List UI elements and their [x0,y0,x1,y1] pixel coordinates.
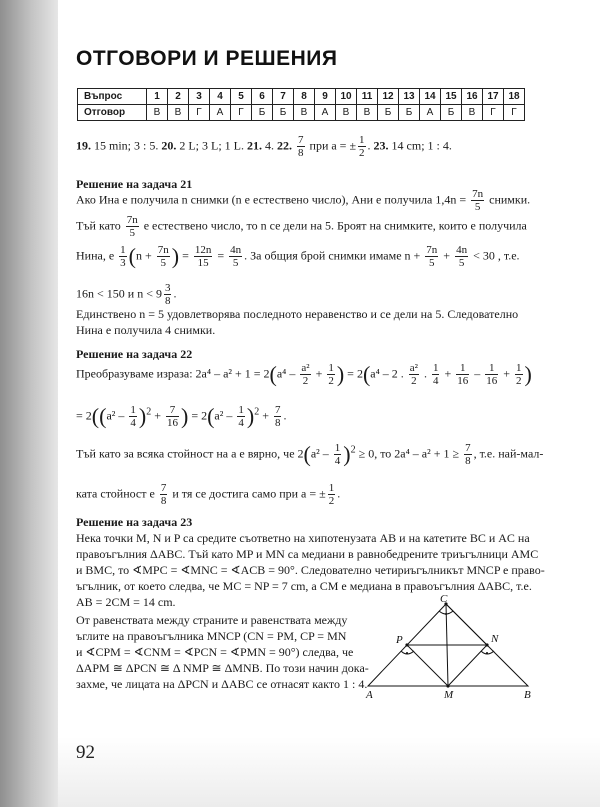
answer-cell: В [168,105,189,121]
answer-cell: А [315,105,336,121]
text: a² – [310,446,329,461]
fraction: $\frac{3}{8}$ [164,282,171,307]
sol23-line2: правоъгълния ΔABC. Тъй като MP и MN са медиани в равнобедрените триъгълници AMC [76,547,539,561]
angle-dot [445,613,447,615]
question-cell: 13 [399,89,420,105]
sol22-heading: Решение на задача 22 [76,347,193,361]
sol21-line6: Нина е получила 4 снимки. [76,323,216,337]
sol23-line3: и BMC, то ∢MPC = ∢MNC = ∢ACB = 90°. Следователно четириъгълникът MNCP е право- [76,563,545,577]
fraction: $\frac{4n}{5}$ [230,244,242,269]
sol23-line6: От равенствата между страните и равенствата между [76,613,348,627]
question-cell: 2 [168,89,189,105]
text: = 2 [347,366,363,381]
angle-dot [486,652,488,654]
answer-cell: Б [441,105,462,121]
text: + [315,366,323,381]
question-cell: 14 [420,89,441,105]
page-side-band [0,0,58,807]
text: = 2 [191,408,208,423]
point-n [485,643,488,646]
question-cell: 18 [504,89,525,105]
question-cell: 4 [210,89,231,105]
text: . [423,366,427,381]
sol21-line2 [76,214,527,239]
answer-number: 22. [277,138,293,153]
text: + [503,366,511,381]
text: Ако Ина е получила n снимки (n е естествено число), Ани е получила 1,4n = [76,192,467,207]
question-cell: 17 [483,89,504,105]
sol23-line9: ΔAPM ≅ ΔPCN ≅ Δ NMP ≅ ΔMNB. По този начин дока- [76,661,369,675]
sol21-line5: Единствено n = 5 удовлетворява последното неравенство и се дели на 5. Следователно [76,307,519,321]
text: ≥ 0, то 2a⁴ – a² + 1 ≥ [358,446,460,461]
question-cell: 16 [462,89,483,105]
question-cell: 6 [252,89,273,105]
text: , т.е. най-мал- [473,446,544,461]
answer-table [77,88,525,121]
answer-cell: Б [273,105,294,121]
text: n + [136,248,152,263]
fraction: $\frac{\text{a²}}{2}$ [409,362,418,387]
question-cell: 8 [294,89,315,105]
question-cell: 15 [441,89,462,105]
fraction: $\frac{7}{8}$ [274,404,281,429]
text: . [337,486,341,501]
answer-cell: Г [189,105,210,121]
fraction: $\frac{7n}{5}$ [472,188,484,213]
fraction: $\frac{\text{a²}}{2}$ [301,362,310,387]
label-n: N [491,633,499,645]
answer-cell: В [357,105,378,121]
answer-cell: Б [399,105,420,121]
text: Преобразуваме израза: 2a⁴ – a² + 1 = 2 [76,366,270,381]
sol23-line5: AB = 2CM = 14 cm. [76,595,176,609]
label-m: M [444,689,454,700]
answer-text: при a = ± [309,138,357,153]
exponent: 2 [146,406,152,418]
short-answers-line [76,134,452,159]
question-cell: 3 [189,89,210,105]
text: . За общия брой снимки имаме n + [244,248,421,263]
answer-number: 23. [373,138,389,153]
text: a⁴ – 2 . [370,366,404,381]
answer-number: 19. [76,138,91,153]
text: a² – [214,408,233,423]
sol23-heading: Решение на задача 23 [76,515,193,529]
text: + [444,366,452,381]
fraction: $\frac{1}{2}$ [516,362,522,387]
answer-cell: Г [504,105,525,121]
answer-row-header: Отговор [78,105,147,121]
fraction: $\frac{1}{2}$ [328,362,334,387]
label-a: A [366,689,373,700]
label-b: B [524,689,531,700]
exponent: 2 [350,444,356,456]
triangle-figure [358,592,538,700]
answer-text: 14 cm; 1 : 4. [391,138,452,153]
fraction: $\frac{1}{16}$ [457,362,469,387]
answer-cell: В [294,105,315,121]
text: Тъй като за всяка стойност на a е вярно, че 2 [76,446,304,461]
answer-cell: А [420,105,441,121]
text: = [182,248,189,263]
text: ката стойност е [76,486,155,501]
text: . [283,408,287,423]
fraction: $\frac{1}{3}$ [120,244,126,269]
fraction: $\frac{1}{4}$ [334,442,341,467]
sol22-line2: = 2((a² – $\frac{1}{4}$ )$^2$ + $\frac{7}{16}$ ) = 2(a² – $\frac{1}{4}$ )$^2$ + $\frac{7}{8}$ . [76,403,287,429]
text: Тъй като [76,218,121,233]
answer-text: 2 L; 3 L; 1 L. [179,138,245,153]
fraction: $\frac{7}{8}$ [465,442,471,467]
point-p [405,643,408,646]
sol22-line1: Преобразуваме израза: 2a⁴ – a² + 1 = 2(a⁴ – $\frac{\text{a²}}{2}$ + $\frac{1}{2}$ ) = 2(a⁴ – 2 . $\frac{\text{a²}}{2}$ . $\frac{1}{4}$ + $\frac{1}{16}$ – $\frac{1}{16}$ + $\frac{1}{2}$ ) [76,361,532,387]
fraction: $\frac{12n}{15}$ [194,244,212,269]
label-p: P [396,634,403,646]
answer-text: . [367,138,371,153]
question-cell: 7 [273,89,294,105]
sol23-line4: ъгълник, от което следва, че MC = NP = 7 cm, а CM е медиана в правоъгълния ΔABC, т.е. [76,579,532,593]
sol23-line7: ъглите на правоъгълника MNCP (CN = PM, CP = MN [76,629,347,643]
fraction: $\frac{7}{16}$ [166,404,178,429]
text: < 30 , т.е. [473,248,520,263]
text: е естествено число, то n се дели на 5. Броят на снимките, които е получила [143,218,527,233]
text: и тя се достига само при a = ± [172,486,326,501]
sol22-line3: Тъй като за всяка стойност на a е вярно, че 2(a² – $\frac{1}{4}$ )$^2$ ≥ 0, то 2a⁴ – a² + 1 ≥ $\frac{7}{8}$ , т.е. най-мал- [76,441,544,467]
text: a² – [106,408,125,423]
answer-cell: Б [378,105,399,121]
fraction: $\frac{1}{16}$ [486,362,498,387]
fraction: $\frac{7n}{5}$ [157,244,169,269]
question-cell: 1 [147,89,168,105]
fraction: $\frac{7}{8}$ [160,482,167,507]
text: снимки. [489,192,531,207]
fraction: $\frac{4n}{5}$ [456,244,468,269]
question-cell: 12 [378,89,399,105]
answer-cell: А [210,105,231,121]
fraction: $\frac{1}{2}$ [359,134,365,159]
angle-dot [406,652,408,654]
page-number: 92 [76,742,95,763]
question-cell: 5 [231,89,252,105]
fraction: $\frac{1}{4}$ [432,362,439,387]
text: 16n < 150 и n < 9 [76,286,162,301]
segment-cn [446,604,487,645]
answer-row [78,105,525,121]
answer-cell: В [462,105,483,121]
question-cell: 9 [315,89,336,105]
fraction: $\frac{7n}{5}$ [126,214,138,239]
text: – [474,366,481,381]
page-title: ОТГОВОРИ И РЕШЕНИЯ [76,47,338,70]
text: + [262,408,269,423]
answer-cell: В [147,105,168,121]
answer-cell: Г [483,105,504,121]
fraction: $\frac{1}{2}$ [328,482,335,507]
question-row [78,89,525,105]
exponent: 2 [254,406,260,418]
sol22-line4 [76,482,340,507]
question-cell: 11 [357,89,378,105]
sol23-line1: Нека точки M, N и P са средите съответно на хипотенузата AB и на катетите BC и AC на [76,531,530,545]
text: + [154,408,161,423]
label-c: C [440,593,448,605]
sol21-line3: Нина, е $\frac{1}{3}$ (n + $\frac{7n}{5}$ ) = $\frac{12n}{15}$ = $\frac{4n}{5}$ . За общия брой снимки имаме n + $\frac{7n}{5}$ + $\frac{4n}{5}$ < 30 , т.е. [76,243,520,269]
question-row-header: Въпрос [78,89,147,105]
sol23-line10: захме, че лицата на ΔPCN и ΔABC се отнасят както 1 : 4. [76,677,368,691]
text: . [173,286,177,301]
answer-cell: Б [252,105,273,121]
answer-cell: В [336,105,357,121]
fraction: $\frac{7n}{5}$ [426,244,438,269]
answer-text: 15 min; 3 : 5. [94,138,159,153]
sol23-line8: и ∢CPM = ∢CNM = ∢PCN = ∢PMN = 90°) следва, че [76,645,354,659]
text: = [217,248,225,263]
answer-text: 4. [265,138,275,153]
fraction: $\frac{1}{4}$ [130,404,136,429]
fraction: $\frac{1}{4}$ [238,404,244,429]
page-bottom-band [58,737,600,807]
fraction: $\frac{7}{8}$ [298,134,304,159]
sol21-line1 [76,188,530,213]
sol21-heading: Решение на задача 21 [76,177,193,191]
text: + [443,248,451,263]
answer-number: 20. [161,138,177,153]
point-m [446,684,449,687]
text: Нина, е [76,248,115,263]
question-cell: 10 [336,89,357,105]
sol21-line4 [76,282,176,307]
text: = 2 [76,408,92,423]
text: a⁴ – [276,366,296,381]
answer-cell: Г [231,105,252,121]
answer-number: 21. [247,138,263,153]
